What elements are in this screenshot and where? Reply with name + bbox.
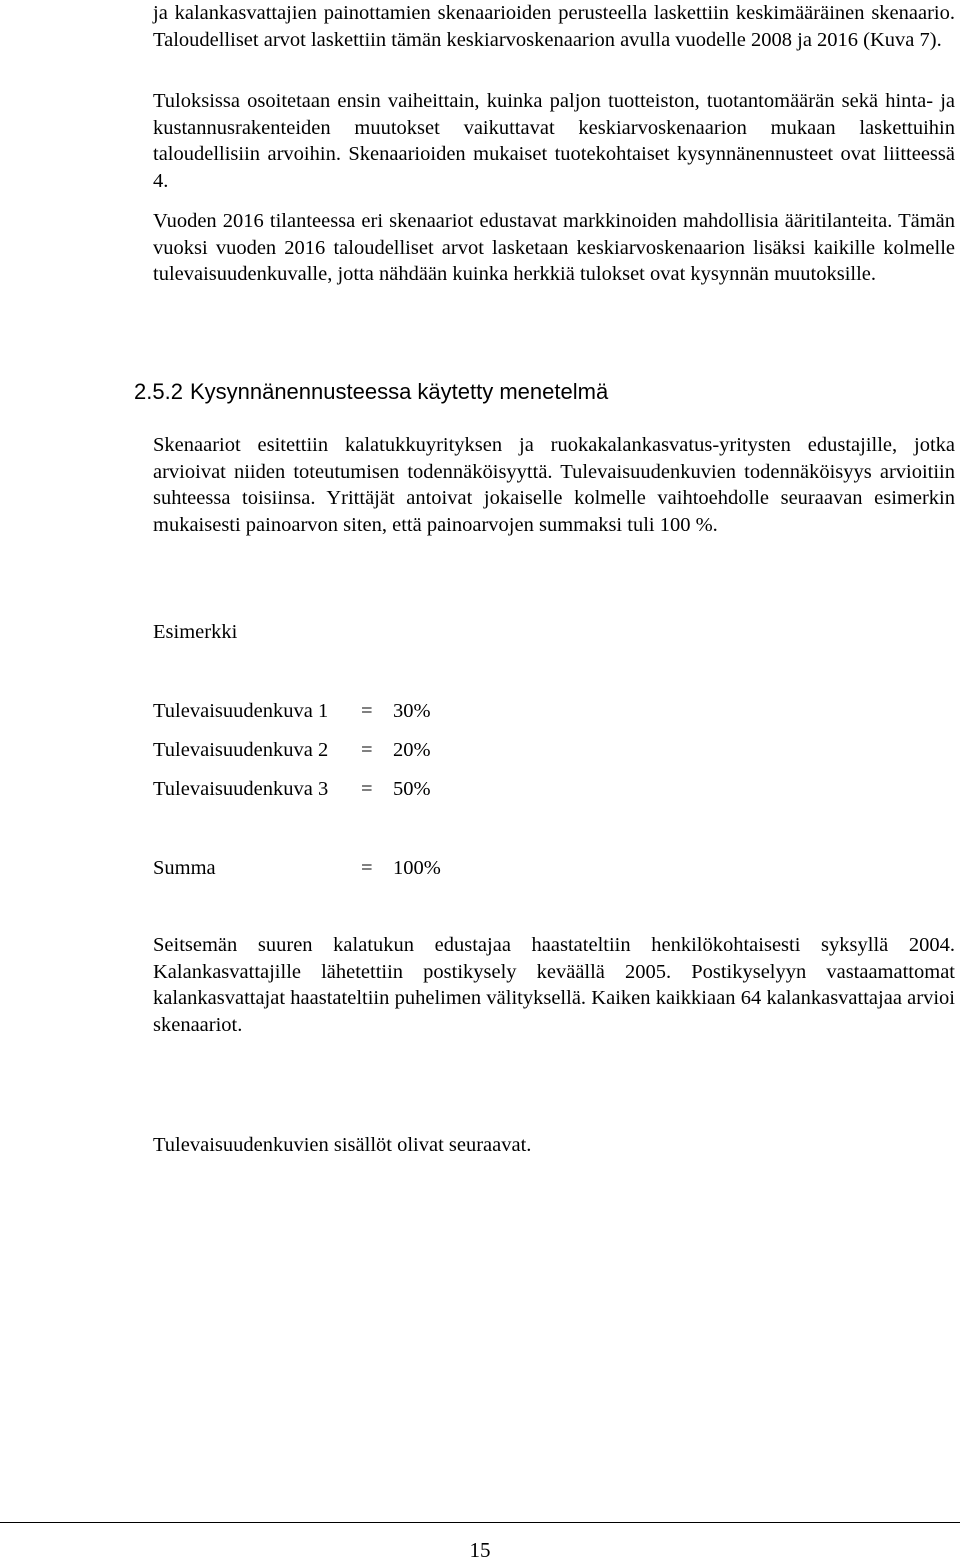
paragraph-interviews: Seitsemän suuren kalatukun edustajaa haastateltiin henkilökohtaisesti syksyllä 2004. Kalankasvattajille lähetettiin postikysely keväällä 2005. Postikyselyyn vastaamattomat kalankasvattajat haastateltiin puhelimen välityksellä. Kaiken kaikkiaan 64 kalankasvattajaa arvioi skenaariot. <box>153 934 955 1036</box>
example-row-value: 30% <box>393 700 431 722</box>
example-row-equals: = <box>361 778 373 800</box>
paragraph-2016: Vuoden 2016 tilanteessa eri skenaariot edustavat markkinoiden mahdollisia ääritilanteita. Tämän vuoksi vuoden 2016 taloudelliset arvot lasketaan keskiarvoskenaarion lisäksi kaikille kolmelle tulevaisuudenkuvalle, jotta nähdään kuinka herkkiä tulokset ovat kysynnän muutoksille. <box>153 210 955 285</box>
footer-divider <box>0 1522 960 1523</box>
example-row-label: Tulevaisuudenkuva 3 <box>153 778 329 800</box>
example-row-equals: = <box>361 700 373 722</box>
example-row-value: 50% <box>393 778 431 800</box>
paragraph-results: Tuloksissa osoitetaan ensin vaiheittain, kuinka paljon tuotteiston, tuotantomäärän sekä hinta- ja kustannusrakenteiden muutokset vaikuttavat keskiarvoskenaarion mukaan laskettuihin taloudellisiin arvoihin. Skenaarioiden mukaiset tuotekohtaiset kysynnänennusteet ovat liitteessä 4. <box>153 90 955 192</box>
paragraph-method: Skenaariot esitettiin kalatukkuyrityksen ja ruokakalankasvatus-yritysten edustajille, jotka arvioivat niiden toteutumisen todennäköisyyttä. Tulevaisuudenkuvien todennäköisyys arvioitiin suhteessa toisiinsa. Yrittäjät antoivat jokaiselle kolmelle vaihtoehdolle seuraavan esimerkin mukaisesti painoarvon siten, että painoarvojen summaksi tuli 100 %. <box>153 434 955 536</box>
example-title: Esimerkki <box>153 621 238 643</box>
example-row-label: Tulevaisuudenkuva 1 <box>153 700 329 722</box>
section-heading <box>134 378 608 406</box>
example-row-equals: = <box>361 739 373 761</box>
example-row-value: 20% <box>393 739 431 761</box>
section-title: Kysynnänennusteessa käytetty menetelmä <box>189 379 609 404</box>
paragraph-contents: Tulevaisuudenkuvien sisällöt olivat seuraavat. <box>153 1134 532 1156</box>
page-number: 15 <box>469 1538 491 1562</box>
example-row-label: Tulevaisuudenkuva 2 <box>153 739 329 761</box>
example-sum-label: Summa <box>153 857 216 879</box>
example-sum-value: 100% <box>393 857 441 879</box>
example-sum-equals: = <box>361 857 373 879</box>
paragraph-intro: ja kalankasvattajien painottamien skenaarioiden perusteella laskettiin keskimääräinen skenaario. Taloudelliset arvot laskettiin tämän keskiarvoskenaarion avulla vuodelle 2008 ja 2016 (Kuva 7). <box>153 2 955 51</box>
section-number: 2.5.2 <box>134 379 183 404</box>
